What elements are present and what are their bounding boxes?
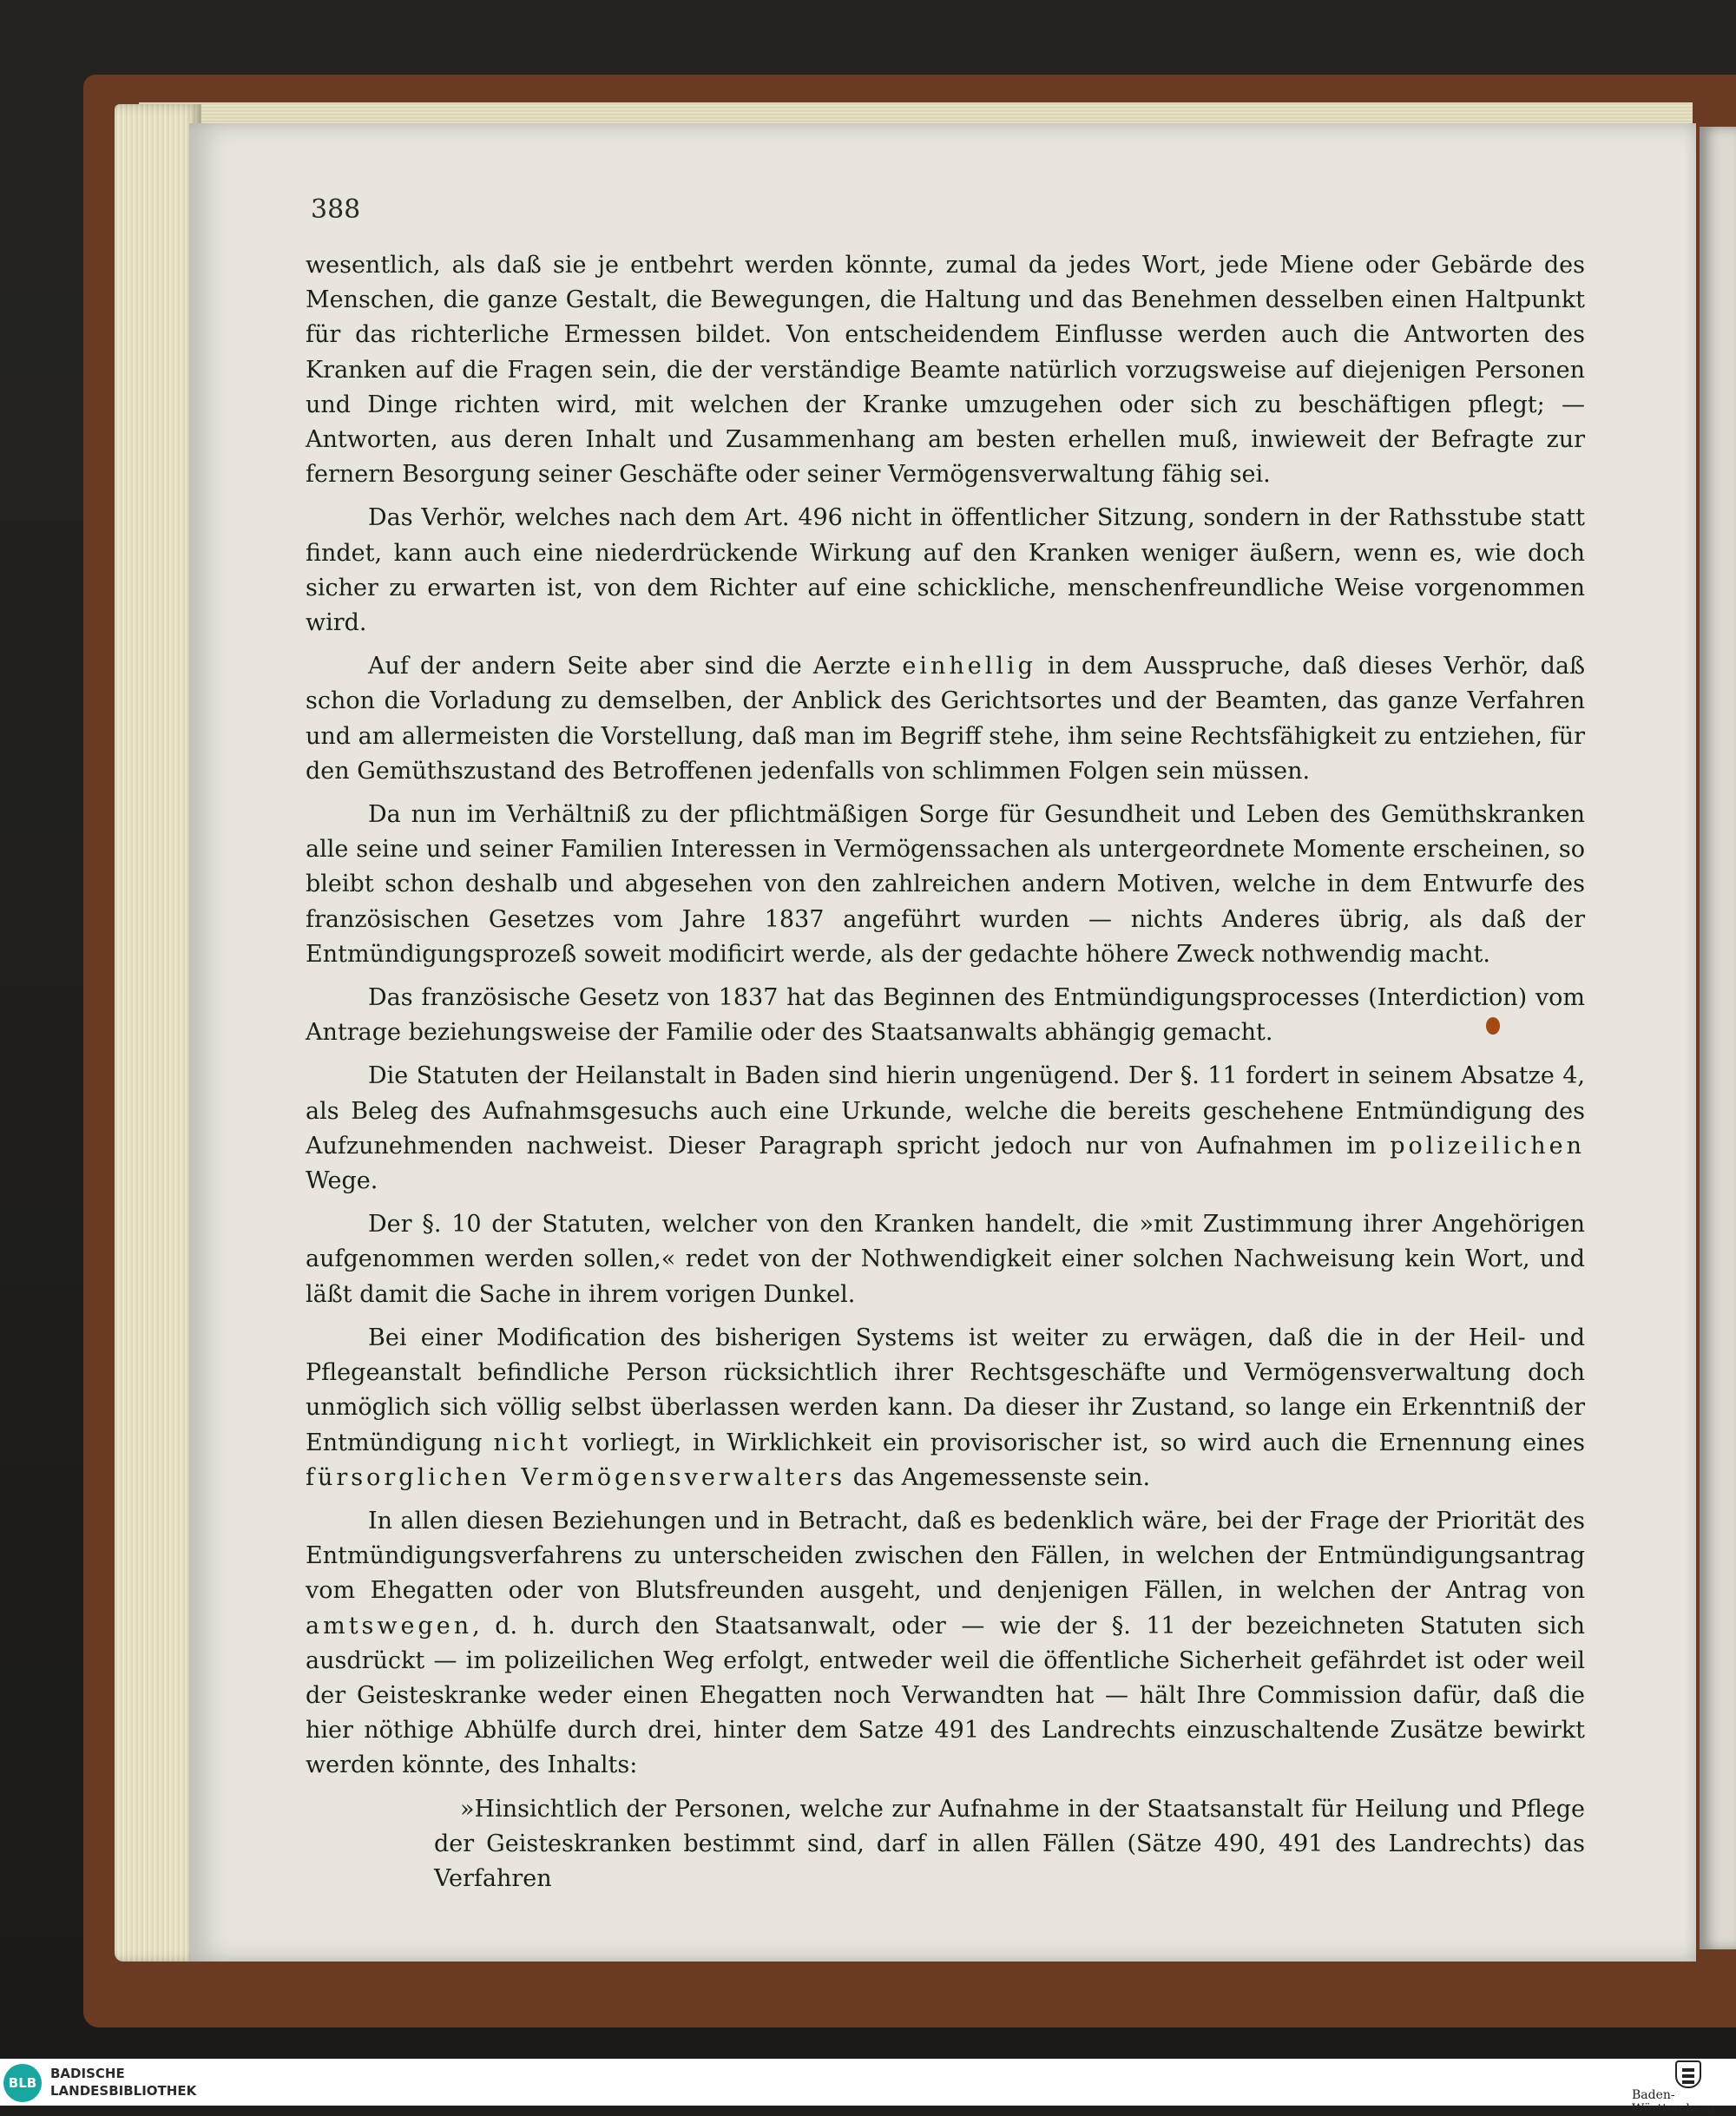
paragraph-2: Das Verhör, welches nach dem Art. 496 nicht in öffentlicher Sitzung, sondern in der Rathsstube statt findet, kann auch eine niederdrückende Wirkung auf den Kranken weniger äußern, wenn es, wie doch sicher zu erwarten ist, von dem Richter auf eine schickliche, menschenfreundliche Weise vorgenommen wird. bbox=[306, 504, 1585, 637]
paragraph-8-text-end: das Angemessenste sein. bbox=[845, 1463, 1151, 1491]
emphasis-amtswegen: amtswegen bbox=[306, 1612, 473, 1640]
paragraph-4: Da nun im Verhältniß zu der pflichtmäßigen Sorge für Gesundheit und Leben des Gemüthskranken alle seine und seiner Familien Interessen in Vermögenssachen als untergeordnete Momente erscheinen, so bleibt schon deshalb und abgesehen von den zahlreichen andern Motiven, welche in dem Entwurfe des französischen Gesetzes vom Jahre 1837 angeführt wurden — nichts Anderes übrig, als daß der Entmündigungsprozeß soweit modificirt werde, als der gedachte höhere Zweck nothwendig macht. bbox=[306, 801, 1585, 968]
emphasis-nicht: nicht bbox=[493, 1429, 571, 1456]
paragraph-9 bbox=[306, 1504, 1585, 1784]
emphasis-einhellig: einhellig bbox=[902, 653, 1036, 680]
ink-stain bbox=[1486, 1017, 1500, 1035]
page-stack-edge bbox=[115, 104, 201, 1962]
paragraph-8 bbox=[306, 1321, 1585, 1495]
paragraph-6-text: Die Statuten der Heilanstalt in Baden sind hierin ungenügend. Der §. 11 fordert in seinem Absatze 4, als Beleg des Aufnahmsgesuchs auch eine Urkunde, welche die bereits geschehene Entmündigung des Aufzunehmenden nachweist. Dieser Paragraph spricht jedoch nur von Aufnahmen im bbox=[306, 1062, 1585, 1160]
paragraph-8-text: Bei einer Modification des bisherigen Systems ist weiter zu erwägen, daß die in der Heil- und Pflegeanstalt befindliche Person rücksichtlich ihrer Rechtsgeschäfte und Vermögensverwaltung doch unmöglich sich völlig selbst überlassen werden kann. Da dieser ihr Zustand, so lange ein Erkenntniß der Entmündigung bbox=[306, 1324, 1585, 1456]
library-name-line-2: LANDESBIBLIOTHEK bbox=[50, 2083, 197, 2099]
paragraph-8-text-middle: vorliegt, in Wirklichkeit ein provisorischer ist, so wird auch die Ernennung eines bbox=[570, 1429, 1585, 1456]
paragraph-3-text-end: in dem Ausspruche, daß dieses Verhör, daß schon die Vorladung zu demselben, der Anblick des Gerichtsortes und der Beamten, das ganze Verfahren und am allermeisten die Vorstellung, daß man im Begriff stehe, ihm seine Rechtsfähigkeit zu entziehen, für den Gemüthszustand des Betroffenen jedenfalls von schlimmen Folgen sein müssen. bbox=[306, 653, 1585, 785]
next-page-edge bbox=[1700, 127, 1736, 1949]
emphasis-vermoegensverwalter: fürsorglichen Vermögensverwalters bbox=[306, 1463, 846, 1491]
footer-bar bbox=[0, 2059, 1736, 2106]
blb-logo-icon: BLB bbox=[3, 2064, 42, 2102]
emphasis-polizeilichen: polizeilichen bbox=[1390, 1132, 1585, 1160]
library-name-line-1: BADISCHE bbox=[50, 2066, 125, 2081]
paragraph-3 bbox=[306, 649, 1585, 789]
paragraph-9-text-end: , d. h. durch den Staatsanwalt, oder — wie der §. 11 der bezeichneten Statuten sich ausdrückt — im polizeilichen Weg erfolgt, entweder weil die öffentliche Sicherheit gefährdet ist oder weil der Geisteskranke weder einen Ehegatten noch Verwandten hat — hält Ihre Commission dafür, daß die hier nöthige Abhülfe durch drei, hinter dem Satze 491 des Landrechts einzuschaltende Zusätze bewirkt werden könnte, des Inhalts: bbox=[306, 1612, 1585, 1779]
paragraph-6-text-end: Wege. bbox=[306, 1167, 378, 1195]
region-label: Baden-Württemberg bbox=[1632, 2088, 1715, 2116]
page-body bbox=[306, 248, 1585, 1896]
library-name bbox=[50, 2065, 196, 2100]
paragraph-5: Das französische Gesetz von 1837 hat das Beginnen des Entmündigungsprocesses (Interdiction) vom Antrage beziehungsweise der Familie oder des Staatsanwalts abhängig gemacht. bbox=[306, 984, 1585, 1047]
paragraph-3-text: Auf der andern Seite aber sind die Aerzte bbox=[368, 653, 903, 680]
quoted-provision: »Hinsichtlich der Personen, welche zur Aufnahme in der Staatsanstalt für Heilung und Pflege der Geisteskranken bestimmt sind, darf in allen Fällen (Sätze 490, 491 des Landrechts) das Verfahren bbox=[434, 1795, 1585, 1892]
paragraph-1: wesentlich, als daß sie je entbehrt werden könnte, zumal da jedes Wort, jede Miene oder Gebärde des Menschen, die ganze Gestalt, die Bewegungen, die Haltung und das Benehmen desselben einen Haltpunkt für das richterliche Ermessen bildet. Von entscheidendem Einflusse werden auch die Antworten des Kranken auf die Fragen sein, die der verständige Beamte natürlich vorzugsweise auf diejenigen Personen und Dinge richten wird, mit welchen der Kranke umzugehen oder sich zu beschäftigen pflegt; — Antworten, aus deren Inhalt und Zusammenhang am besten erhellen muß, inwieweit der Befragte zur fernern Besorgung seiner Geschäfte oder seiner Vermögensverwaltung fähig sei. bbox=[306, 252, 1585, 489]
paragraph-7: Der §. 10 der Statuten, welcher von den Kranken handelt, die »mit Zustimmung ihrer Angehörigen aufgenommen werden sollen,« redet von der Nothwendigkeit einer solchen Nachweisung kein Wort, und läßt damit die Sache in ihrem vorigen Dunkel. bbox=[306, 1211, 1585, 1308]
paragraph-6 bbox=[306, 1059, 1585, 1199]
paragraph-9-text: In allen diesen Beziehungen und in Betracht, daß es bedenklich wäre, bei der Frage der Priorität des Entmündigungsverfahrens zu unterscheiden zwischen den Fällen, in welchen der Entmündigungsantrag vom Ehegatten oder von Blutsfreunden ausgeht, und denjenigen Fällen, in welchen der Antrag von bbox=[306, 1507, 1585, 1605]
page-number: 388 bbox=[311, 194, 361, 225]
coat-of-arms-icon bbox=[1675, 2060, 1701, 2088]
